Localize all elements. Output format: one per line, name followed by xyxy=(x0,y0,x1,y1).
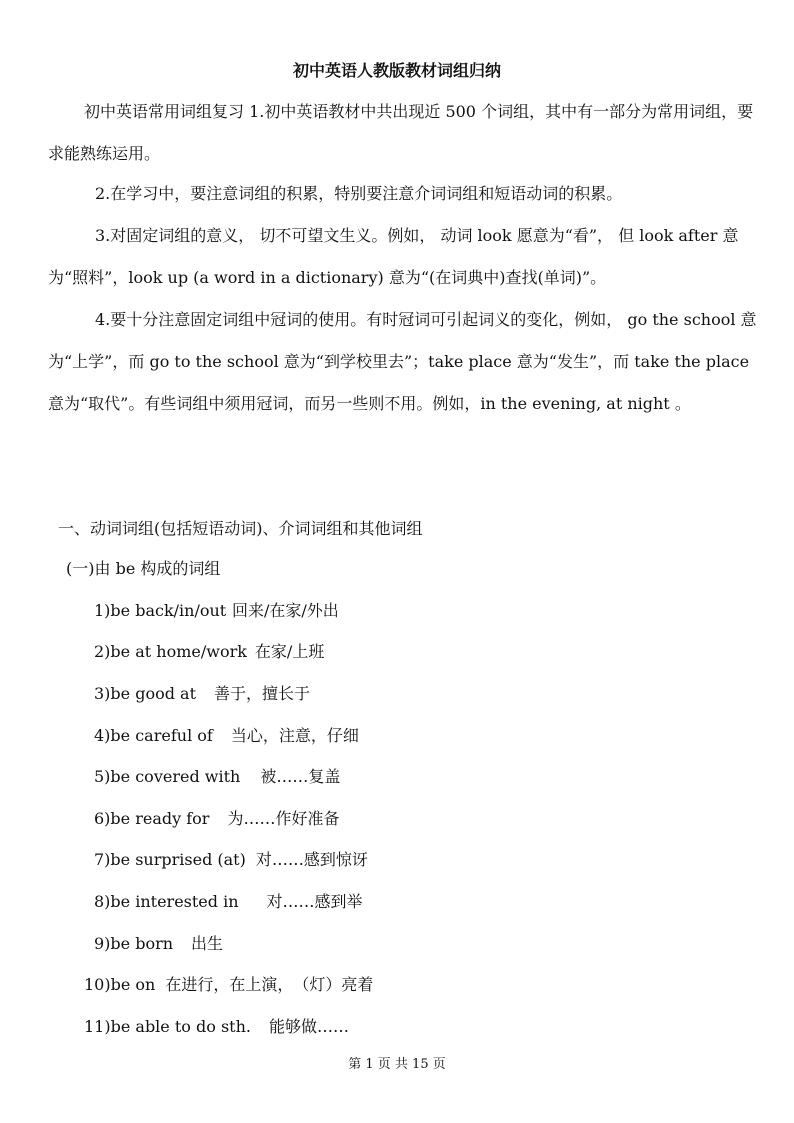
phrase-english: 5)be covered with xyxy=(94,767,241,786)
list-item xyxy=(94,683,310,705)
phrase-english: 4)be careful of xyxy=(94,726,213,745)
list-item xyxy=(94,600,339,622)
subsection-heading: (一)由 be 构成的词组 xyxy=(66,559,221,578)
list-item xyxy=(94,725,359,747)
list-item xyxy=(94,766,340,788)
phrase-chinese: 在进行，在上演， （灯）亮着 xyxy=(165,975,374,994)
phrase-chinese: 当心，注意，仔细 xyxy=(230,726,359,745)
list-item xyxy=(94,808,339,830)
list-item xyxy=(94,891,363,913)
phrase-english: 2)be at home/work xyxy=(94,642,247,661)
phrase-english: 7)be surprised (at) xyxy=(94,850,246,869)
phrase-chinese: 对……感到举 xyxy=(266,892,363,911)
document-title: 初中英语人教版教材词组归纳 xyxy=(292,61,501,80)
phrase-chinese: 出生 xyxy=(191,934,224,953)
phrase-chinese: 善于，擅长于 xyxy=(214,684,311,703)
phrase-english: 10)be on xyxy=(84,975,156,994)
phrase-english: 3)be good at xyxy=(94,684,197,703)
phrase-english: 1)be back/in/out xyxy=(94,601,227,620)
phrase-english: 9)be born xyxy=(94,934,174,953)
list-item xyxy=(94,849,368,871)
phrase-chinese: 在家/上班 xyxy=(254,642,325,661)
list-item xyxy=(84,1016,349,1038)
phrase-chinese: 被……复盖 xyxy=(260,767,341,786)
phrase-english: 11)be able to do sth. xyxy=(84,1017,251,1036)
phrase-english: 6)be ready for xyxy=(94,809,210,828)
phrase-chinese: 回来/在家/外出 xyxy=(232,601,339,620)
section-heading: 一、动词词组(包括短语动词)、介词词组和其他词组 xyxy=(58,519,423,538)
list-item xyxy=(84,974,373,996)
list-item xyxy=(94,933,223,955)
intro-paragraph-2: 2.在学习中，要注意词组的积累，特别要注意介词词组和短语动词的积累。 xyxy=(95,184,623,203)
phrase-chinese: 能够做…… xyxy=(269,1017,350,1036)
phrase-english: 8)be interested in xyxy=(94,892,239,911)
page-footer: 第 1 页 共 15 页 xyxy=(348,1057,446,1072)
intro-paragraph-1: 初中英语常用词组复习 1.初中英语教材中共出现近 500 个词组，其中有一部分为常用词组，要求能熟练运用。 xyxy=(48,102,754,163)
intro-paragraph-3: 3.对固定词组的意义， 切不可望文生义。例如， 动词 look 愿意为“看”， 但 look after 意为“照料”，look up (a word in a dictionary) 意为“(在词典中)查找(单词)”。 xyxy=(48,226,739,287)
intro-paragraph-4: 4.要十分注意固定词组中冠词的使用。有时冠词可引起词义的变化，例如， go the school 意为“上学”，而 go to the school 意为“到学校里去”；take place 意为“发生”，而 take the place 意为“取代”。有些词组中须用冠词，而另一些则不用。例如，in the evening, at night 。 xyxy=(48,310,757,413)
phrase-chinese: 对……感到惊讶 xyxy=(255,850,368,869)
phrase-chinese: 为……作好准备 xyxy=(227,809,340,828)
list-item xyxy=(94,641,324,663)
